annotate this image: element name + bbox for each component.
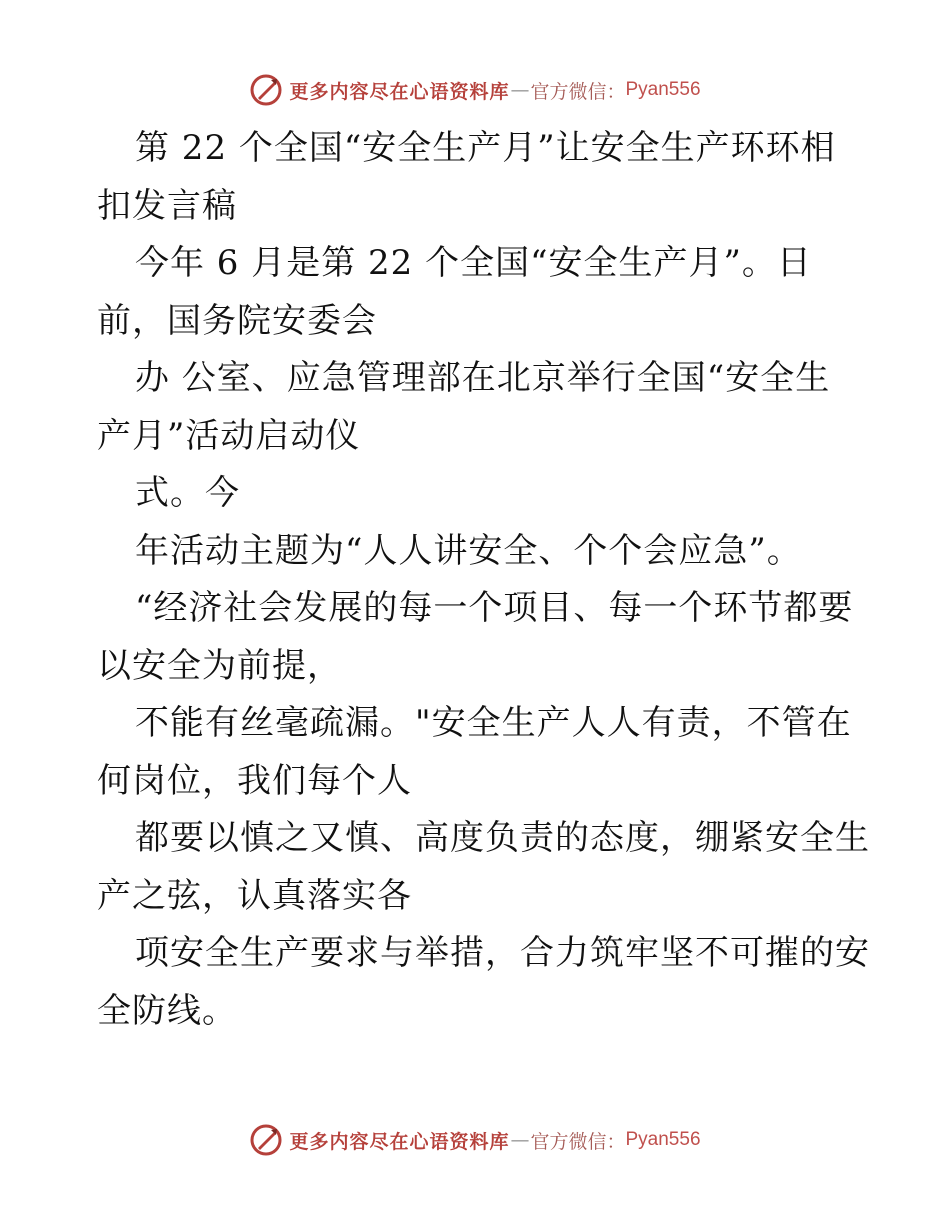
banner-wechat-id: Pyan556 <box>625 1129 701 1150</box>
text-line: 全防线。 <box>97 990 237 1031</box>
banner-site-name: 更多内容尽在心语资料库 <box>289 1130 510 1153</box>
banner-wechat-id: Pyan556 <box>625 79 701 100</box>
text-line: 以安全为前提， <box>97 645 342 686</box>
banner-site-name: 更多内容尽在心语资料库 <box>289 80 510 103</box>
banner-separator: — <box>510 1129 530 1151</box>
quill-seal-icon <box>249 1123 283 1157</box>
banner-wechat-label: 官方微信： <box>530 80 626 103</box>
text-line: 何岗位，我们每个人 <box>97 760 412 801</box>
quill-seal-icon <box>249 73 283 107</box>
text-line: 前，国务院安委会 <box>97 300 377 341</box>
document-body <box>97 120 870 1040</box>
text-line: 今年 6 月是第 22 个全国“安全生产月”。日 <box>135 243 812 283</box>
banner-separator: — <box>510 79 530 101</box>
text-line: 办 公室、应急管理部在北京举行全国“安全生 <box>135 358 831 398</box>
text-line: 项安全生产要求与举措，合力筑牢坚不可摧的安 <box>135 933 870 973</box>
text-line: 式。今 <box>135 473 240 513</box>
banner-wechat-label: 官方微信： <box>530 1130 626 1153</box>
header-banner <box>0 70 950 110</box>
text-line: 产月”活动启动仪 <box>97 415 361 456</box>
footer-banner <box>0 1120 950 1160</box>
text-line: 都要以慎之又慎、高度负责的态度，绷紧安全生 <box>135 818 870 858</box>
text-line: 年活动主题为“人人讲安全、个个会应急”。 <box>135 530 802 571</box>
text-line: “经济社会发展的每一个项目、每一个环节都要 <box>135 588 854 628</box>
text-line: 第 22 个全国“安全生产月”让安全生产环环相 <box>135 128 836 168</box>
text-line: 产之弦，认真落实各 <box>97 875 412 916</box>
text-line: 不能有丝毫疏漏。"安全生产人人有责，不管在 <box>135 703 852 743</box>
text-line: 扣发言稿 <box>97 185 237 226</box>
